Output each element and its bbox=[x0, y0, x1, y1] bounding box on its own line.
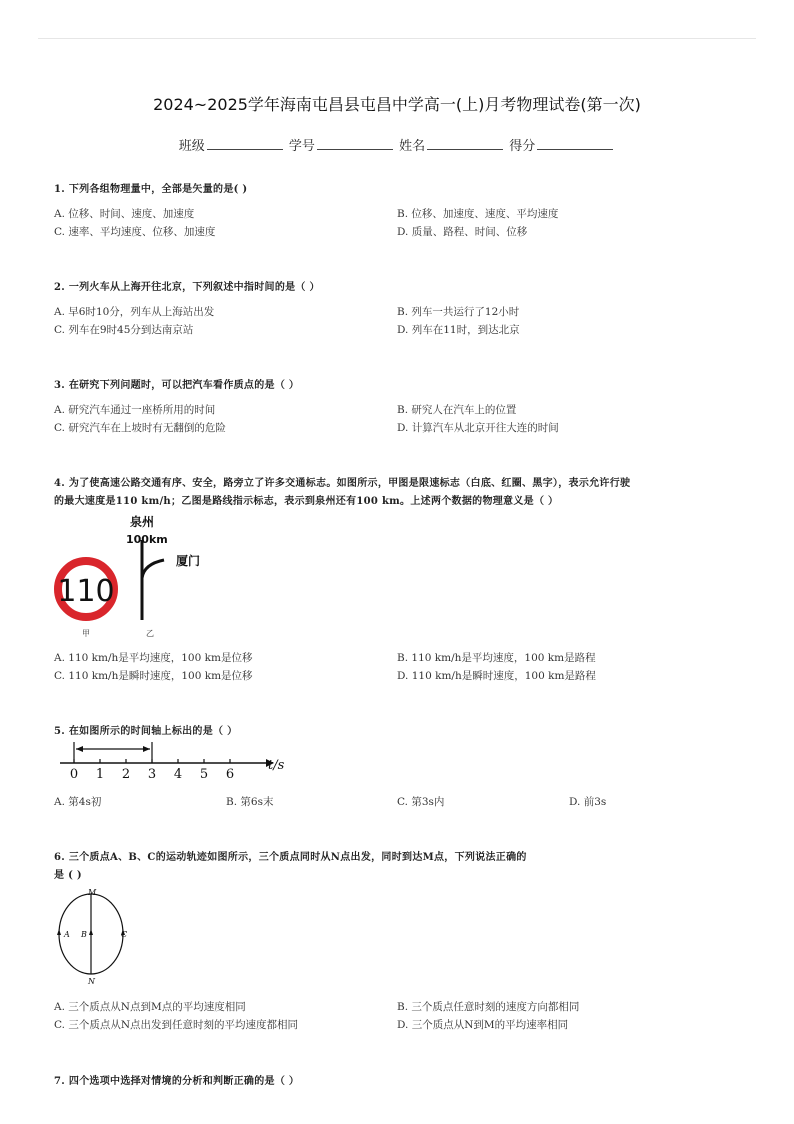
question-3-stem: 3. 在研究下列问题时，可以把汽车看作质点的是（ ） bbox=[54, 380, 300, 391]
timeline-tick-label: 6 bbox=[225, 767, 235, 782]
q2-option-d[interactable]: D. 列车在11时，到达北京 bbox=[397, 324, 520, 336]
q1-option-d[interactable]: D. 质量、路程、时间、位移 bbox=[397, 226, 528, 238]
q3-option-b[interactable]: B. 研究人在汽车上的位置 bbox=[397, 404, 517, 416]
q6-option-d[interactable]: D. 三个质点从N到M的平均速率相同 bbox=[397, 1019, 569, 1031]
speed-limit-value: 110 bbox=[57, 574, 115, 609]
student-info bbox=[0, 135, 794, 154]
path-b-label: B bbox=[81, 930, 87, 939]
timeline-tick-label: 2 bbox=[121, 767, 131, 782]
timeline-tick-label: 3 bbox=[147, 767, 157, 782]
timeline-tick-label: 1 bbox=[95, 767, 105, 782]
q5-option-d[interactable]: D. 前3s bbox=[569, 796, 607, 808]
timeline-tick-label: 4 bbox=[173, 767, 183, 782]
question-7-stem: 7. 四个选项中选择对情境的分析和判断正确的是（ ） bbox=[54, 1076, 300, 1087]
q4-option-c[interactable]: C. 110 km/h是瞬时速度，100 km是位移 bbox=[54, 670, 253, 682]
q4-option-b[interactable]: B. 110 km/h是平均速度，100 km是路程 bbox=[397, 652, 596, 664]
q2-option-c[interactable]: C. 列车在9时45分到达南京站 bbox=[54, 324, 194, 336]
q2-option-b[interactable]: B. 列车一共运行了12小时 bbox=[397, 306, 520, 318]
question-4-stem-line-1: 4. 为了使高速公路交通有序、安全，路旁立了许多交通标志。如图所示，甲图是限速标志（白底、红圈、黑字），表示允许行驶 bbox=[54, 478, 631, 489]
q5-timeline-figure bbox=[56, 738, 296, 782]
timeline-span-arrow-left bbox=[76, 746, 83, 752]
timeline-tick-label: 5 bbox=[199, 767, 209, 782]
page-title: 2024~2025学年海南屯昌县屯昌中学高一(上)月考物理试卷(第一次) bbox=[153, 95, 641, 114]
speed-sign-caption: 甲 bbox=[82, 629, 90, 638]
timeline-tick-label: 0 bbox=[69, 767, 79, 782]
question-6-stem-line-1: 6. 三个质点A、B、C的运动轨迹如图所示，三个质点同时从N点出发，同时到达M点，下列说法正确的 bbox=[54, 852, 527, 863]
q3-option-a[interactable]: A. 研究汽车通过一座桥所用的时间 bbox=[54, 404, 216, 416]
class-label: 班级 bbox=[178, 139, 205, 154]
route-distance: 100km bbox=[126, 533, 168, 546]
trajectory-arrow-a bbox=[57, 929, 61, 935]
question-2-stem: 2. 一列火车从上海开往北京，下列叙述中指时间的是（ ） bbox=[54, 282, 320, 293]
point-m-label: M bbox=[88, 888, 97, 897]
q5-option-b[interactable]: B. 第6s末 bbox=[226, 796, 274, 808]
route-sign-branch bbox=[142, 560, 164, 578]
q1-option-c[interactable]: C. 速率、平均速度、位移、加速度 bbox=[54, 226, 216, 238]
q5-option-c[interactable]: C. 第3s内 bbox=[397, 796, 445, 808]
q5-option-a[interactable]: A. 第4s初 bbox=[54, 796, 102, 808]
trajectory-arrow-b bbox=[89, 929, 93, 935]
question-5-stem: 5. 在如图所示的时间轴上标出的是（ ） bbox=[54, 726, 238, 737]
q6-option-c[interactable]: C. 三个质点从N点出发到任意时刻的平均速度都相同 bbox=[54, 1019, 299, 1031]
score-blank[interactable] bbox=[537, 137, 613, 150]
question-1-stem: 1. 下列各组物理量中，全部是矢量的是( ) bbox=[54, 184, 248, 195]
timeline-axis-label: t/s bbox=[268, 758, 285, 773]
header-rule bbox=[38, 38, 756, 39]
number-label: 学号 bbox=[288, 139, 315, 154]
q6-option-a[interactable]: A. 三个质点从N点到M点的平均速度相同 bbox=[54, 1001, 246, 1013]
q4-option-a[interactable]: A. 110 km/h是平均速度，100 km是位移 bbox=[54, 652, 253, 664]
q3-option-d[interactable]: D. 计算汽车从北京开往大连的时间 bbox=[397, 422, 559, 434]
route-city-up: 泉州 bbox=[130, 515, 155, 529]
q1-option-b[interactable]: B. 位移、加速度、速度、平均速度 bbox=[397, 208, 559, 220]
name-blank[interactable] bbox=[427, 137, 503, 150]
q3-option-c[interactable]: C. 研究汽车在上坡时有无翻倒的危险 bbox=[54, 422, 226, 434]
route-sign-caption: 乙 bbox=[146, 629, 154, 638]
class-blank[interactable] bbox=[207, 137, 283, 150]
name-label: 姓名 bbox=[399, 139, 426, 154]
timeline-span-arrow-right bbox=[143, 746, 150, 752]
q2-option-a[interactable]: A. 早6时10分，列车从上海站出发 bbox=[54, 306, 215, 318]
q4-traffic-signs-figure bbox=[50, 512, 220, 642]
q1-option-a[interactable]: A. 位移、时间、速度、加速度 bbox=[54, 208, 195, 220]
path-a-label: A bbox=[64, 930, 70, 939]
q6-option-b[interactable]: B. 三个质点任意时刻的速度方向都相同 bbox=[397, 1001, 580, 1013]
question-4-stem-line-2: 的最大速度是110 km/h；乙图是路线指示标志，表示到泉州还有100 km。上述两个数据的物理意义是（ ） bbox=[54, 496, 559, 507]
score-label: 得分 bbox=[509, 139, 536, 154]
route-city-right: 厦门 bbox=[176, 554, 201, 568]
point-n-label: N bbox=[88, 977, 95, 986]
q6-trajectory-figure bbox=[50, 884, 140, 988]
number-blank[interactable] bbox=[317, 137, 393, 150]
question-6-stem-line-2: 是 ( ) bbox=[54, 870, 82, 881]
q4-option-d[interactable]: D. 110 km/h是瞬时速度，100 km是路程 bbox=[397, 670, 596, 682]
path-c-label: C bbox=[121, 930, 128, 939]
